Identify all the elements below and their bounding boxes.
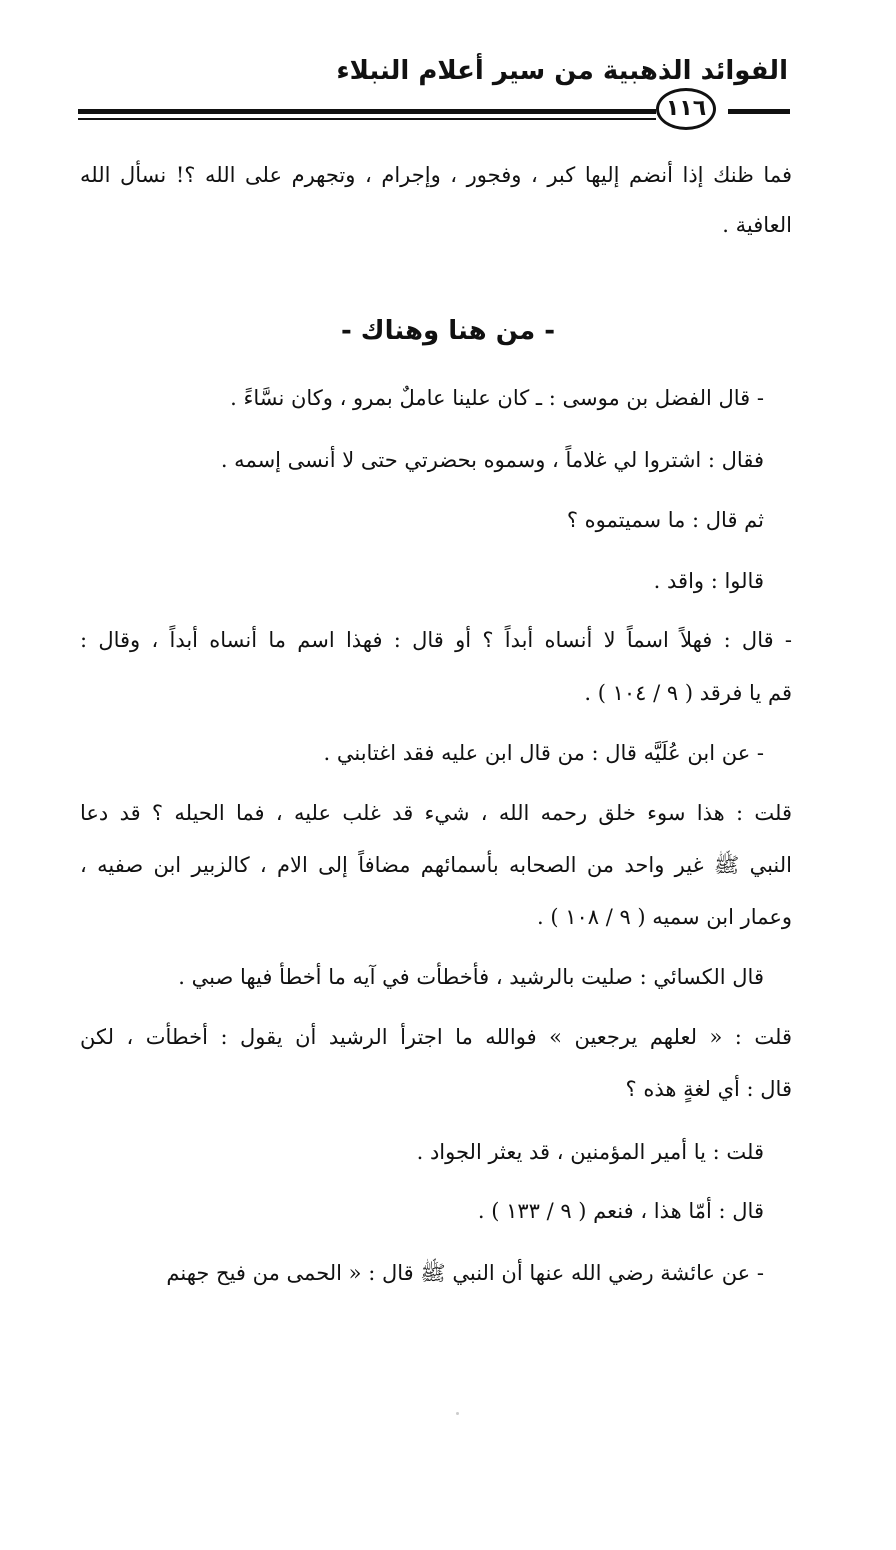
text-line: - عن ابن عُلَيَّه قال : من قال ابن عليه فقد اغتابني . xyxy=(323,741,764,765)
header-rule-right xyxy=(728,109,790,114)
text-line: فما ظنك إذا أنضم إليها كبر ، وفجور ، وإجرام ، وتجهرم على الله ؟! نسأل الله xyxy=(80,163,792,187)
text-line: ثم قال : ما سميتموه ؟ xyxy=(566,508,764,532)
text-line: قم يا فرقد ( ٩ / ١٠٤ ) . xyxy=(584,681,792,705)
text-line: وعمار ابن سميه ( ٩ / ١٠٨ ) . xyxy=(536,905,792,929)
text-line: قلت : هذا سوء خلق رحمه الله ، شيء قد غلب عليه ، فما الحيله ؟ قد دعا xyxy=(80,801,792,825)
text-line: قلت : يا أمير المؤمنين ، قد يعثر الجواد . xyxy=(416,1140,764,1164)
scan-speck xyxy=(456,1412,459,1415)
running-header-title: الفوائد الذهبية من سير أعلام النبلاء xyxy=(336,56,788,86)
section-title: - من هنا وهناك - xyxy=(340,316,556,346)
text-line: - قال الفضل بن موسى : ـ كان علينا عاملٌ بمرو ، وكان نسَّاءً . xyxy=(230,386,764,410)
text-line: قال الكسائي : صليت بالرشيد ، فأخطأت في آيه ما أخطأ فيها صبي . xyxy=(178,965,764,989)
text-line: قالوا : واقد . xyxy=(653,569,764,593)
page-number: ١١٦ xyxy=(656,88,716,130)
text-line: قلت : « لعلهم يرجعين » فوالله ما اجترأ الرشيد أن يقول : أخطأت ، لكن xyxy=(80,1025,792,1049)
text-line: العافية . xyxy=(722,213,792,237)
text-line: قال : أمّا هذا ، فنعم ( ٩ / ١٣٣ ) . xyxy=(477,1199,764,1223)
header-rule-thin xyxy=(78,118,656,120)
header-rule-thick xyxy=(78,109,656,114)
text-line: فقال : اشتروا لي غلاماً ، وسموه بحضرتي حتى لا أنسى إسمه . xyxy=(220,448,764,472)
text-line: - عن عائشة رضي الله عنها أن النبي ﷺ قال : « الحمى من فيح جهنم xyxy=(166,1261,764,1285)
text-line: - قال : فهلاً اسماً لا أنساه أبداً ؟ أو قال : فهذا اسم ما أنساه أبداً ، وقال : xyxy=(80,628,792,652)
text-line: النبي ﷺ غير واحد من الصحابه بأسمائهم مضافاً إلى الام ، كالزبير ابن صفيه ، xyxy=(80,853,792,877)
text-line: قال : أي لغةٍ هذه ؟ xyxy=(625,1077,792,1101)
